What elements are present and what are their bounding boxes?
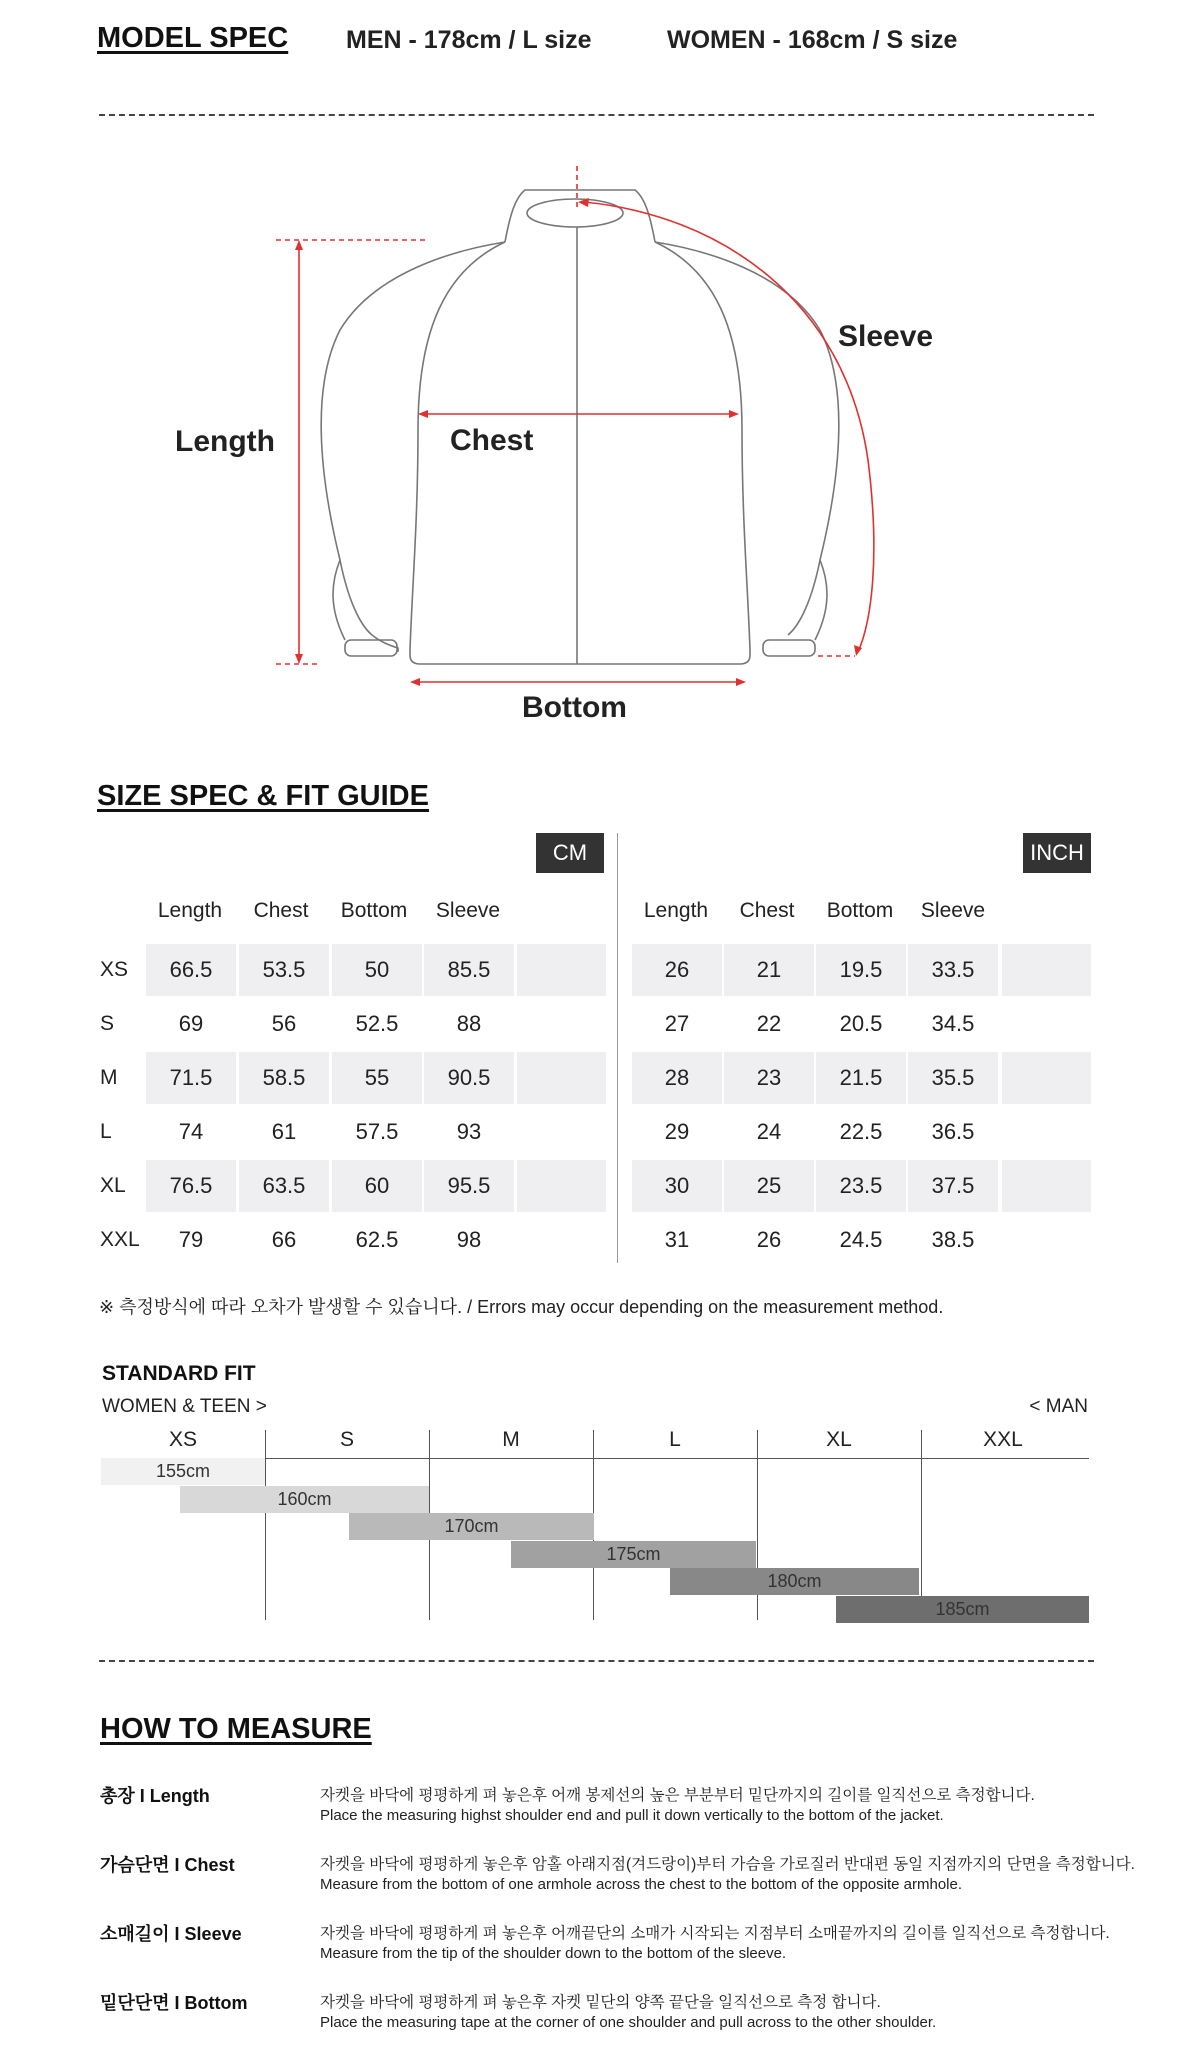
cell-inch-s-chest: 22 <box>756 1011 782 1036</box>
cell-inch-blank <box>1002 1052 1091 1104</box>
cell-cm-xs-bottom: 50 <box>332 944 422 996</box>
diagram-label-length: Length <box>175 425 275 458</box>
diagram-label-sleeve: Sleeve <box>838 320 934 353</box>
cell-cm-xxl-length: 79 <box>178 1227 204 1252</box>
model-spec-men: MEN - 178cm / L size <box>346 26 592 54</box>
column-header-bottom-in: Bottom <box>826 899 894 922</box>
size-label-l: L <box>100 1120 112 1143</box>
cell-inch-xxl-bottom: 24.5 <box>839 1227 883 1252</box>
cell-cm-blank <box>517 1160 606 1212</box>
cell-cm-blank <box>517 1106 606 1158</box>
jacket-outline <box>321 190 839 664</box>
diagram-label-chest: Chest <box>450 424 534 457</box>
unit-badge-cm: CM <box>536 833 604 873</box>
size-label-s: S <box>100 1012 115 1035</box>
fit-size-s: S <box>339 1428 354 1451</box>
divider-dashed-bottom <box>99 1660 1094 1662</box>
measure-desc-en: Place the measuring tape at the corner of one shoulder and pull across to the other shoulder. <box>320 2014 937 2031</box>
cell-inch-s-bottom: 20.5 <box>839 1011 883 1036</box>
cell-cm-xl-bottom: 60 <box>332 1160 422 1212</box>
measure-desc-ko: 자켓을 바닥에 평평하게 펴 놓은후 어깨끝단의 소매가 시작되는 지점부터 소매끝까지의 길이를 일직선으로 측정합니다. <box>320 1925 1110 1942</box>
cell-cm-xl-length: 76.5 <box>146 1160 236 1212</box>
cell-inch-xl-bottom: 23.5 <box>816 1160 906 1212</box>
cell-cm-xl-sleeve: 95.5 <box>424 1160 514 1212</box>
fit-bar-185cm: 185cm <box>836 1596 1089 1623</box>
cell-inch-blank <box>1002 1214 1091 1266</box>
fit-size-xs: XS <box>168 1428 197 1451</box>
cell-inch-m-chest: 23 <box>724 1052 814 1104</box>
cell-cm-blank <box>517 944 606 996</box>
fit-bar-155cm: 155cm <box>101 1458 265 1485</box>
divider-dashed-top <box>99 114 1094 116</box>
cell-cm-xxl-chest: 66 <box>271 1227 297 1252</box>
measure-desc-en: Measure from the bottom of one armhole across the chest to the bottom of the opposite armhole. <box>320 1876 963 1893</box>
measure-desc-ko: 자켓을 바닥에 평평하게 놓은후 암홀 아래지점(겨드랑이)부터 가슴을 가로질러 반대편 동일 지점까지의 단면을 측정합니다. <box>320 1856 1135 1873</box>
measure-name: 가슴단면 I Chest <box>100 1855 235 1875</box>
cell-inch-m-bottom: 21.5 <box>816 1052 906 1104</box>
cell-inch-l-length: 29 <box>664 1119 690 1144</box>
fit-size-xxl: XXL <box>983 1428 1023 1451</box>
fit-bar-170cm: 170cm <box>349 1513 594 1540</box>
size-spec-title: SIZE SPEC & FIT GUIDE <box>97 780 429 812</box>
measurement-lines <box>276 166 874 686</box>
cell-cm-l-sleeve: 93 <box>456 1119 482 1144</box>
fit-label-man: < MAN <box>1029 1396 1088 1417</box>
size-label-xxl: XXL <box>100 1228 140 1251</box>
cell-inch-s-sleeve: 34.5 <box>931 1011 975 1036</box>
fit-size-xl: XL <box>826 1428 852 1451</box>
cell-cm-blank <box>517 1214 606 1266</box>
cell-cm-s-chest: 56 <box>271 1011 297 1036</box>
measure-name: 소매길이 I Sleeve <box>100 1924 242 1944</box>
cell-cm-s-length: 69 <box>178 1011 204 1036</box>
measure-desc-ko: 자켓을 바닥에 평평하게 펴 놓은후 자켓 밑단의 양쪽 끝단을 일직선으로 측정 합니다. <box>320 1994 881 2011</box>
sleeve-arrow <box>584 202 874 652</box>
fit-size-m: M <box>502 1428 520 1451</box>
cell-cm-xs-length: 66.5 <box>146 944 236 996</box>
cell-inch-m-length: 28 <box>632 1052 722 1104</box>
column-header-length-cm: Length <box>157 899 223 922</box>
measure-name: 밑단단면 I Bottom <box>100 1993 248 2013</box>
measure-desc-en: Measure from the tip of the shoulder down to the bottom of the sleeve. <box>320 1945 787 1962</box>
table-divider <box>617 833 618 1263</box>
fit-column-divider <box>265 1430 266 1620</box>
size-label-m: M <box>100 1066 118 1089</box>
cell-inch-xs-sleeve: 33.5 <box>908 944 998 996</box>
fit-bar-160cm: 160cm <box>180 1486 429 1513</box>
cell-cm-xs-chest: 53.5 <box>239 944 329 996</box>
cell-inch-xxl-chest: 26 <box>756 1227 782 1252</box>
cell-inch-xs-bottom: 19.5 <box>816 944 906 996</box>
cell-inch-blank <box>1002 1160 1091 1212</box>
model-spec-title: MODEL SPEC <box>97 22 289 54</box>
cell-cm-l-bottom: 57.5 <box>355 1119 399 1144</box>
standard-fit-title: STANDARD FIT <box>102 1362 256 1385</box>
cell-inch-xs-length: 26 <box>632 944 722 996</box>
cell-cm-blank <box>517 998 606 1050</box>
cell-inch-l-chest: 24 <box>756 1119 782 1144</box>
cell-cm-xxl-sleeve: 98 <box>456 1227 482 1252</box>
fit-bar-180cm: 180cm <box>670 1568 919 1595</box>
cell-cm-s-bottom: 52.5 <box>355 1011 399 1036</box>
cell-cm-m-sleeve: 90.5 <box>424 1052 514 1104</box>
fit-size-l: L <box>669 1428 681 1451</box>
measure-desc-en: Place the measuring highst shoulder end and pull it down vertically to the bottom of the jacket. <box>320 1807 944 1824</box>
cell-cm-xxl-bottom: 62.5 <box>355 1227 399 1252</box>
cell-inch-blank <box>1002 998 1091 1050</box>
size-label-xs: XS <box>100 958 129 981</box>
cell-cm-m-bottom: 55 <box>332 1052 422 1104</box>
measure-name: 총장 I Length <box>100 1786 210 1806</box>
cell-inch-xl-chest: 25 <box>724 1160 814 1212</box>
cell-inch-xxl-sleeve: 38.5 <box>931 1227 975 1252</box>
cell-inch-m-sleeve: 35.5 <box>908 1052 998 1104</box>
cell-cm-l-chest: 61 <box>271 1119 297 1144</box>
cell-inch-s-length: 27 <box>664 1011 690 1036</box>
cell-cm-blank <box>517 1052 606 1104</box>
column-header-chest-cm: Chest <box>253 899 309 922</box>
column-header-chest-in: Chest <box>739 899 795 922</box>
cell-cm-xs-sleeve: 85.5 <box>424 944 514 996</box>
how-to-measure-title: HOW TO MEASURE <box>100 1713 372 1745</box>
size-label-xl: XL <box>100 1174 126 1197</box>
fit-bar-175cm: 175cm <box>511 1541 756 1568</box>
column-header-sleeve-in: Sleeve <box>920 899 986 922</box>
cell-inch-xs-chest: 21 <box>724 944 814 996</box>
diagram-label-bottom: Bottom <box>522 691 627 724</box>
measure-desc-ko: 자켓을 바닥에 평평하게 펴 놓은후 어깨 봉제선의 높은 부분부터 밑단까지의 길이를 일직선으로 측정합니다. <box>320 1787 1035 1804</box>
cell-inch-xl-sleeve: 37.5 <box>908 1160 998 1212</box>
cell-inch-xl-length: 30 <box>632 1160 722 1212</box>
cell-inch-blank <box>1002 944 1091 996</box>
cell-cm-m-length: 71.5 <box>146 1052 236 1104</box>
cell-cm-l-length: 74 <box>178 1119 204 1144</box>
unit-badge-inch: INCH <box>1023 833 1091 873</box>
model-spec-women: WOMEN - 168cm / S size <box>667 26 958 54</box>
cell-cm-s-sleeve: 88 <box>456 1011 482 1036</box>
cell-inch-blank <box>1002 1106 1091 1158</box>
cell-inch-xxl-length: 31 <box>664 1227 690 1252</box>
cell-inch-l-sleeve: 36.5 <box>931 1119 975 1144</box>
cell-cm-xl-chest: 63.5 <box>239 1160 329 1212</box>
fit-label-women: WOMEN & TEEN > <box>102 1396 267 1417</box>
measurement-note: ※ 측정방식에 따라 오차가 발생할 수 있습니다. / Errors may occur depending on the measurement method. <box>99 1297 944 1317</box>
column-header-sleeve-cm: Sleeve <box>435 899 501 922</box>
fit-column-divider <box>921 1430 922 1620</box>
cell-inch-l-bottom: 22.5 <box>839 1119 883 1144</box>
column-header-length-in: Length <box>643 899 709 922</box>
column-header-bottom-cm: Bottom <box>340 899 408 922</box>
cell-cm-m-chest: 58.5 <box>239 1052 329 1104</box>
